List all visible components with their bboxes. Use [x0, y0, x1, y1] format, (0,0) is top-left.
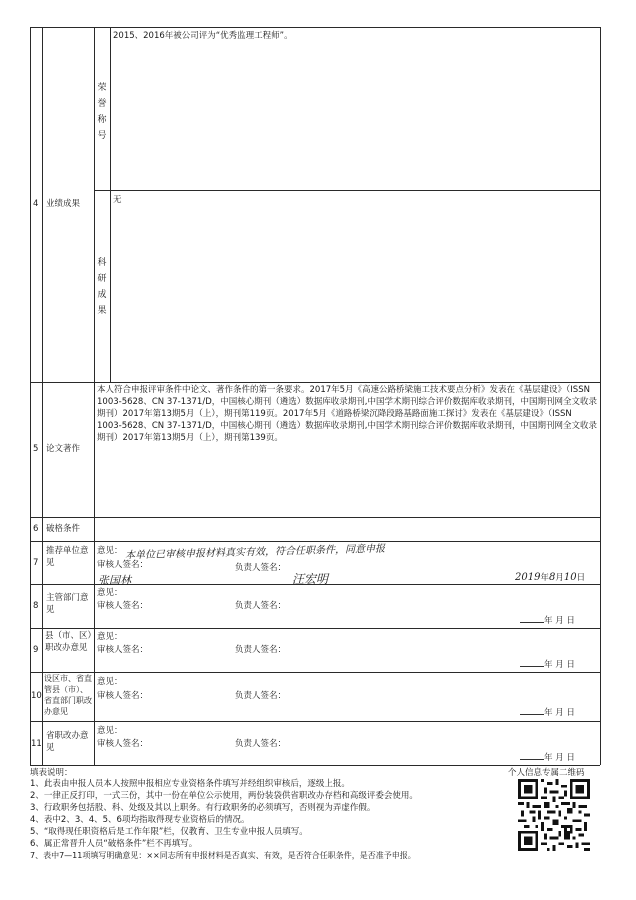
row8-label: 主管部门意见 [46, 593, 89, 615]
research-label: 科研成果 [97, 258, 107, 316]
sublabel-col-line [110, 27, 111, 382]
row5-label: 论文著作 [46, 444, 81, 454]
row11-reviewer-label: 审核人签名： [97, 739, 149, 749]
label-col-line [94, 27, 95, 765]
note-item: 3、行政职务包括股、科、处级及其以上职务。有行政职务的必须填写，否则视为弄虚作假。 [30, 803, 376, 813]
row9-reviewer-label: 审核人签名： [97, 645, 149, 655]
note-item: 7、表中7—11项填写明确意见：××同志所有申报材料是否真实、有效，是否符合任职条件，是否准予申报。 [30, 851, 416, 860]
row10-date-text: 年 月 日 [544, 708, 575, 718]
row9-number: 9 [33, 645, 39, 655]
frame-top [30, 27, 600, 28]
row6-number: 6 [33, 524, 39, 534]
row11-number: 11 [31, 739, 42, 749]
research-text: 无 [113, 195, 122, 205]
row11-opinion-label: 意见： [97, 726, 123, 736]
row11-label: 省职改办意见 [46, 731, 89, 753]
honors-label: 荣誉称号 [97, 83, 107, 141]
row8-number: 8 [33, 601, 39, 611]
row8-reviewer-label: 审核人签名： [97, 601, 149, 611]
row7-date-month: 8 [548, 572, 556, 583]
row9-label: 县（市、区）职改办意见 [45, 631, 92, 653]
row7-number: 7 [33, 558, 39, 568]
note-item: 1、此表由申报人员本人按照申报相应专业资格条件填写并经组织审核后，逐级上报。 [30, 779, 350, 789]
row9-leader-label: 负责人签名： [235, 645, 287, 655]
row7-leader-label: 负责人签名： [235, 563, 287, 573]
honors-text: 2015、2016年被公司评为“优秀监理工程师”。 [113, 31, 293, 41]
note-item: 5、“取得现任职资格后是工作年限”栏，仅教育、卫生专业申报人员填写。 [30, 827, 308, 837]
row8-date-text: 年 月 日 [544, 616, 575, 626]
frame-right [600, 27, 601, 765]
row-line-5 [30, 382, 600, 383]
row-line-9 [30, 628, 600, 629]
row11-date-text: 年 月 日 [544, 753, 575, 763]
row11-leader-label: 负责人签名： [235, 739, 287, 749]
row7-handwritten-reviewer: 张国林 [98, 574, 131, 587]
num-col-line [42, 27, 43, 765]
row-line-11 [30, 721, 600, 722]
row7-date-day: 10 [563, 572, 577, 583]
paper-text: 本人符合申报评审条件中论文、著作条件的第一条要求。2017年5月《高速公路桥梁施工技术要点分析》发表在《基层建设》（ISSN 1003-5628、CN 37-1371/D，中国核心期刊（遴选）数据库收录期刊,中国学术期刊综合评价数据库收录期刊，中国期刊网全文收录期刊）2017年第13期5月（上），期刊第119页。2017年5月《道路桥梁沉降段路基路面施工探讨》发表在《基层建设》（ISSN 1003-5628、CN 37-1371/D，中国核心期刊（遴选）数据库收录期刊,中国学术期刊综合评价数据库收录期刊，中国期刊网全文收录期刊）2017年第13期5月（上），期刊第139页。 [97, 385, 597, 443]
row-line-6 [30, 517, 600, 518]
note-item: 6、属正常晋升人员“破格条件”栏不再填写。 [30, 839, 198, 849]
row7-handwritten-opinion: 本单位已审核申报材料真实有效，符合任职条件，同意申报 [124, 543, 386, 562]
row-line-10 [30, 672, 600, 673]
row9-date [520, 659, 575, 671]
frame-left [30, 27, 31, 765]
row10-leader-label: 负责人签名： [235, 691, 287, 701]
row7-reviewer-label: 审核人签名： [97, 560, 149, 570]
notes-title: 填表说明： [30, 768, 73, 778]
row5-number: 5 [33, 444, 39, 454]
row9-date-text: 年 月 日 [544, 660, 575, 670]
row7-date [515, 572, 585, 584]
note-item: 4、表中2、3、4、5、6项均指取得现专业资格后的情况。 [30, 815, 250, 825]
row8-leader-label: 负责人签名： [235, 601, 287, 611]
row8-opinion-label: 意见： [97, 588, 123, 598]
row7-year-suffix: 年 [540, 573, 549, 583]
note-item: 2、一律正反打印，一式三份，其中一份在单位公示使用，两份装袋供省职改办存档和高级评委会使用。 [30, 791, 418, 801]
row7-date-year: 2019 [515, 572, 541, 583]
row10-opinion-label: 意见： [97, 677, 123, 687]
r4-inner-divider [94, 190, 600, 191]
qr-code-icon [518, 779, 590, 851]
qr-title: 个人信息专属二维码 [508, 768, 585, 778]
row7-month-suffix: 月 [555, 573, 564, 583]
row10-label: 设区市、省直管县（市）、省直部门职改办意见 [44, 674, 92, 716]
row7-label: 推荐单位意见 [46, 546, 89, 568]
row10-reviewer-label: 审核人签名： [97, 691, 149, 701]
row4-number: 4 [33, 199, 39, 209]
row11-date [520, 752, 575, 764]
row7-handwritten-leader: 汪宏明 [292, 572, 329, 586]
row6-label: 破格条件 [46, 524, 81, 534]
row10-number: 10 [31, 691, 42, 701]
row8-date [520, 615, 575, 627]
row10-date [520, 707, 575, 719]
row7-day-suffix: 日 [576, 573, 586, 583]
row9-opinion-label: 意见： [97, 632, 123, 642]
row7-opinion-label: 意见： [97, 546, 123, 556]
row-line-end [30, 765, 600, 766]
notes-list [30, 778, 508, 862]
row4-label: 业绩成果 [46, 199, 81, 209]
